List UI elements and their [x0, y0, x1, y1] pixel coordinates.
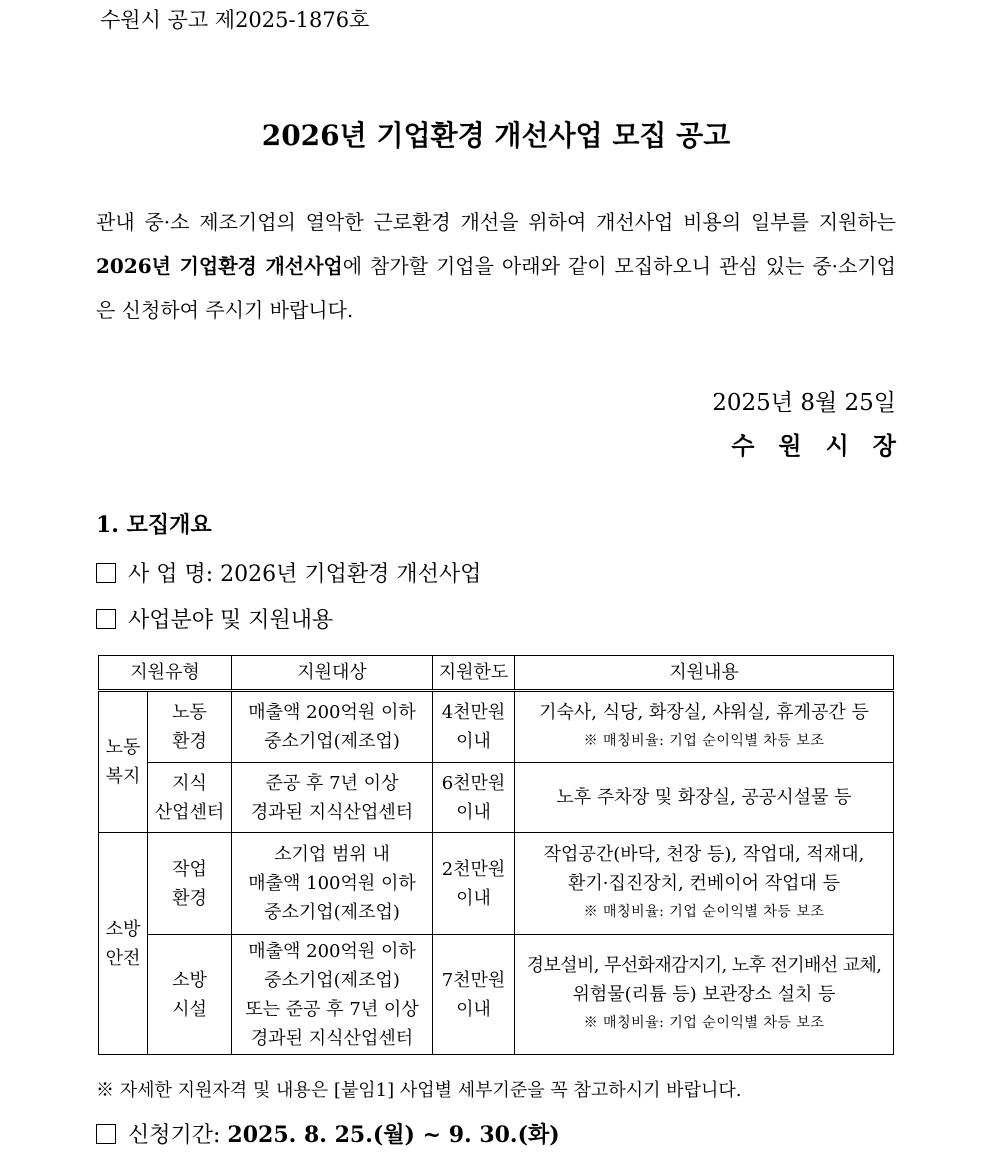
application-period-label: 신청기간:: [128, 1123, 228, 1148]
header-type: 지원유형: [99, 656, 232, 691]
business-name-item: [96, 557, 481, 588]
matching-note: ※ 매칭비율: 기업 순이익별 차등 보조: [583, 904, 825, 920]
limit-cell: 7천만원 이내: [433, 935, 515, 1055]
page-title: 2026년 기업환경 개선사업 모집 공고: [261, 119, 731, 152]
checkbox-square-icon: [96, 1124, 116, 1144]
issuer-name: 수원시장: [731, 431, 920, 460]
business-name-text: 사 업 명: 2026년 기업환경 개선사업: [128, 562, 482, 587]
table-row: [99, 763, 894, 833]
table-row: [99, 935, 894, 1055]
checkbox-square-icon: [96, 563, 116, 583]
target-cell: 매출액 200억원 이하 중소기업(제조업) 또는 준공 후 7년 이상 경과된 지식산업센터: [232, 935, 433, 1055]
target-cell: 준공 후 7년 이상 경과된 지식산업센터: [232, 763, 433, 833]
footnote: ※ 자세한 지원자격 및 내용은 [붙임1] 사업별 세부기준을 꼭 참고하시기 바랍니다.: [96, 1080, 742, 1101]
limit-cell: 2천만원 이내: [433, 833, 515, 935]
business-field-item: [96, 603, 333, 634]
header-content: 지원내용: [515, 656, 894, 691]
target-cell: 매출액 200억원 이하 중소기업(제조업): [232, 691, 433, 763]
support-table: [98, 655, 894, 1055]
group-cell-labor-welfare: 노동 복지: [99, 691, 148, 833]
business-field-text: 사업분야 및 지원내용: [128, 608, 334, 633]
section-heading: 1. 모집개요: [96, 512, 212, 538]
content-cell: 기숙사, 식당, 화장실, 샤워실, 휴게공간 등 ※ 매칭비율: 기업 순이익별 차등 보조: [515, 691, 894, 763]
intro-text-1: 관내 중·소 제조기업의 열악한 근로환경 개선을 위하여 개선사업 비용의 일부를 지원하는: [96, 210, 896, 234]
notice-number: 수원시 공고 제2025-1876호: [100, 8, 370, 32]
type-cell: 소방 시설: [148, 935, 232, 1055]
matching-note: ※ 매칭비율: 기업 순이익별 차등 보조: [583, 1015, 825, 1031]
table-row: [99, 691, 894, 763]
content-cell: 노후 주차장 및 화장실, 공공시설물 등: [515, 763, 894, 833]
group-cell-fire-safety: 소방 안전: [99, 833, 148, 1055]
table-header-row: [99, 656, 894, 691]
limit-cell: 4천만원 이내: [433, 691, 515, 763]
target-cell: 소기업 범위 내 매출액 100억원 이하 중소기업(제조업): [232, 833, 433, 935]
announcement-date: 2025년 8월 25일: [712, 390, 896, 416]
type-cell: 지식 산업센터: [148, 763, 232, 833]
checkbox-square-icon: [96, 609, 116, 629]
type-cell: 노동 환경: [148, 691, 232, 763]
limit-cell: 6천만원 이내: [433, 763, 515, 833]
matching-note: ※ 매칭비율: 기업 순이익별 차등 보조: [583, 733, 825, 749]
table-row: [99, 833, 894, 935]
header-target: 지원대상: [232, 656, 433, 691]
intro-bold-text: 2026년 기업환경 개선사업: [96, 254, 343, 278]
intro-text-2: 에 참가할 기업을 아래와 같이 모집하오니 관심 있는 중·소기업은 신청하여 주시기 바랍니다.: [96, 254, 896, 322]
content-cell: 작업공간(바닥, 천장 등), 작업대, 적재대, 환기·집진장치, 컨베이어 작업대 등 ※ 매칭비율: 기업 순이익별 차등 보조: [515, 833, 894, 935]
application-period: [96, 1118, 560, 1149]
type-cell: 작업 환경: [148, 833, 232, 935]
header-limit: 지원한도: [433, 656, 515, 691]
application-period-value: 2025. 8. 25.(월) ~ 9. 30.(화): [227, 1122, 560, 1148]
content-cell: 경보설비, 무선화재감지기, 노후 전기배선 교체, 위험물(리튬 등) 보관장소 설치 등 ※ 매칭비율: 기업 순이익별 차등 보조: [515, 935, 894, 1055]
intro-paragraph: [96, 200, 896, 332]
